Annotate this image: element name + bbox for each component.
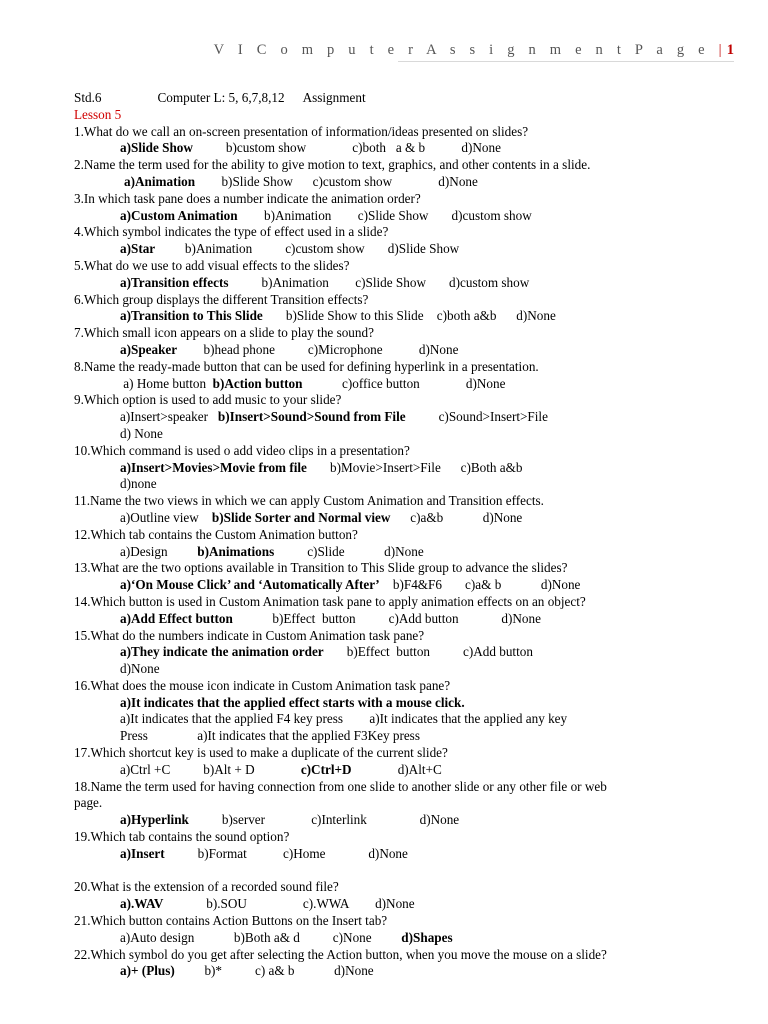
spacer: [74, 863, 734, 880]
options-6: b)Slide Show to this Slide c)both a&b d)None: [262, 308, 556, 324]
answer-options-15: [74, 644, 734, 661]
correct-answer-11: b)Slide Sorter and Normal view: [211, 509, 391, 525]
answer-options-19: [74, 846, 734, 863]
std-label: Std.6: [74, 90, 102, 105]
correct-answer-16: [74, 695, 734, 712]
options-2: b)Slide Show c)custom show d)None: [195, 173, 478, 189]
question-7: 7.Which small icon appears on a slide to play the sound?: [74, 325, 374, 341]
options-19: b)Format c)Home d)None: [164, 845, 408, 861]
question-1: 1.What do we call an on-screen presentation of information/ideas presented on slides?: [74, 123, 529, 139]
answer-options-14: [74, 611, 734, 628]
options-11: c)a&b d)None: [390, 509, 523, 525]
question-3: 3.In which task pane does a number indicate the animation order?: [74, 190, 421, 206]
header-rule: [398, 61, 734, 62]
answer-options-8: [74, 376, 734, 393]
correct-answer-17: c)Ctrl+D: [300, 761, 352, 777]
answer-options-12: [74, 544, 734, 561]
answer-options-20: [74, 896, 734, 913]
options-16-b: a)It indicates that the applied F4 key press a)It indicates that the applied any key: [120, 711, 568, 727]
question-12: 12.Which tab contains the Custom Animation button?: [74, 526, 358, 542]
question-18: 18.Name the term used for having connection from one slide to another slide or any other file or web: [74, 778, 607, 794]
header-title: [214, 42, 734, 59]
answer-options-22: [74, 963, 734, 980]
options-12-pre: a)Design: [120, 543, 198, 559]
options-4: b)Animation c)custom show d)Slide Show: [155, 241, 460, 257]
assignment-body: [74, 90, 734, 980]
question-11: 11.Name the two views in which we can apply Custom Animation and Transition effects.: [74, 493, 544, 509]
question-17: 17.Which shortcut key is used to make a duplicate of the current slide?: [74, 745, 448, 761]
question-18-cont: page.: [74, 795, 103, 811]
page-header: [0, 38, 768, 62]
options-9-d: d) None: [120, 425, 163, 441]
options-12: c)Slide d)None: [274, 543, 424, 559]
options-15-d: d)None: [120, 661, 160, 677]
correct-answer-1: a)Slide Show: [120, 140, 193, 156]
assignment-label: Assignment: [302, 90, 366, 105]
options-17: d)Alt+C: [351, 761, 442, 777]
correct-answer-10: a)Insert>Movies>Movie from file: [120, 459, 307, 475]
correct-answer-19: a)Insert: [120, 845, 165, 861]
options-14: b)Effect button c)Add button d)None: [232, 610, 541, 626]
options-10-d: d)none: [120, 476, 157, 492]
answer-options-17: [74, 762, 734, 779]
answer-options-18: [74, 812, 734, 829]
question-2: 2.Name the term used for the ability to give motion to text, graphics, and other contents in a slide.: [74, 157, 591, 173]
question-9: 9.Which option is used to add music to your slide?: [74, 392, 342, 408]
question-8: 8.Name the ready-made button that can be used for defining hyperlink in a presentation.: [74, 358, 539, 374]
correct-answer-7: a)Speaker: [120, 341, 178, 357]
correct-answer-2: a)Animation: [124, 173, 196, 189]
options-5: b)Animation c)Slide Show d)custom show: [228, 274, 530, 290]
correct-answer-12: b)Animations: [197, 543, 275, 559]
correct-answer-15: a)They indicate the animation order: [120, 644, 324, 660]
question-15: 15.What do the numbers indicate in Custom Animation task pane?: [74, 627, 425, 643]
options-16-c: Press a)It indicates that the applied F3Key press: [120, 728, 420, 744]
answer-options-3: [74, 208, 734, 225]
answer-options-1: [74, 140, 734, 157]
question-22: 22.Which symbol do you get after selecting the Action button, when you move the mouse on a slide?: [74, 946, 607, 962]
options-22: b)* c) a& b d)None: [174, 963, 374, 979]
options-7: b)head phone c)Microphone d)None: [177, 341, 459, 357]
answer-options-9: [74, 409, 734, 426]
options-13: b)F4&F6 c)a& b d)None: [379, 577, 581, 593]
options-8-pre: a) Home button: [120, 375, 213, 391]
answer-options-6: [74, 308, 734, 325]
options-17-pre: a)Ctrl +C b)Alt + D: [120, 761, 301, 777]
options-10: b)Movie>Insert>File c)Both a&b: [306, 459, 523, 475]
correct-answer-18: a)Hyperlink: [120, 812, 189, 828]
answer-options-4: [74, 241, 734, 258]
correct-answer-9: b)Insert>Sound>Sound from File: [217, 409, 406, 425]
options-18: b)server c)Interlink d)None: [188, 812, 460, 828]
correct-answer-3: a)Custom Animation: [120, 207, 238, 223]
question-14: 14.Which button is used in Custom Animation task pane to apply animation effects on an object?: [74, 593, 586, 609]
correct-answer-13: a)‘On Mouse Click’ and ‘Automatically After’: [120, 577, 380, 593]
options-9-pre: a)Insert>speaker: [120, 409, 218, 425]
std-line: [74, 90, 734, 107]
correct-answer-14: a)Add Effect button: [120, 610, 233, 626]
header-separator: |: [709, 42, 727, 58]
correct-answer-21: d)Shapes: [401, 929, 453, 945]
answer-options-2: [74, 174, 734, 191]
subject-label: Computer L: 5, 6,7,8,12: [157, 90, 285, 105]
answer-options-5: [74, 275, 734, 292]
answer-options-7: [74, 342, 734, 359]
question-21: 21.Which button contains Action Buttons on the Insert tab?: [74, 913, 388, 929]
lesson-heading: Lesson 5: [74, 106, 122, 122]
answer-options-10: [74, 460, 734, 477]
answer-options-21: [74, 930, 734, 947]
page-number: 1: [726, 42, 734, 58]
correct-answer-5: a)Transition effects: [120, 274, 229, 290]
question-16: 16.What does the mouse icon indicate in Custom Animation task pane?: [74, 677, 451, 693]
question-4: 4.Which symbol indicates the type of effect used in a slide?: [74, 224, 389, 240]
correct-answer-6: a)Transition to This Slide: [120, 308, 263, 324]
answer-options-11: [74, 510, 734, 527]
answer-options-13: [74, 577, 734, 594]
correct-answer-16-text: a)It indicates that the applied effect starts with a mouse click.: [120, 694, 465, 710]
options-8: c)office button d)None: [302, 375, 506, 391]
question-10: 10.Which command is used o add video clips in a presentation?: [74, 442, 410, 458]
header-title-text: V I C o m p u t e r A s s i g n m e n t P a g e: [213, 42, 710, 58]
question-20: 20.What is the extension of a recorded sound file?: [74, 879, 339, 895]
question-5: 5.What do we use to add visual effects to the slides?: [74, 257, 350, 273]
options-15: b)Effect button c)Add button: [323, 644, 533, 660]
correct-answer-8: b)Action button: [212, 375, 303, 391]
correct-answer-22: a)+ (Plus): [120, 963, 175, 979]
correct-answer-4: a)Star: [120, 241, 156, 257]
options-3: b)Animation c)Slide Show d)custom show: [237, 207, 532, 223]
options-11-pre: a)Outline view: [120, 509, 212, 525]
question-13: 13.What are the two options available in Transition to This Slide group to advance the slides?: [74, 560, 568, 576]
question-6: 6.Which group displays the different Transition effects?: [74, 291, 369, 307]
options-21-pre: a)Auto design b)Both a& d c)None: [120, 929, 402, 945]
options-9: c)Sound>Insert>File: [405, 409, 548, 425]
question-19: 19.Which tab contains the sound option?: [74, 829, 290, 845]
options-1: b)custom show c)both a & b d)None: [192, 140, 501, 156]
correct-answer-20: a).WAV: [120, 896, 164, 912]
options-20: b).SOU c).WWA d)None: [163, 896, 415, 912]
